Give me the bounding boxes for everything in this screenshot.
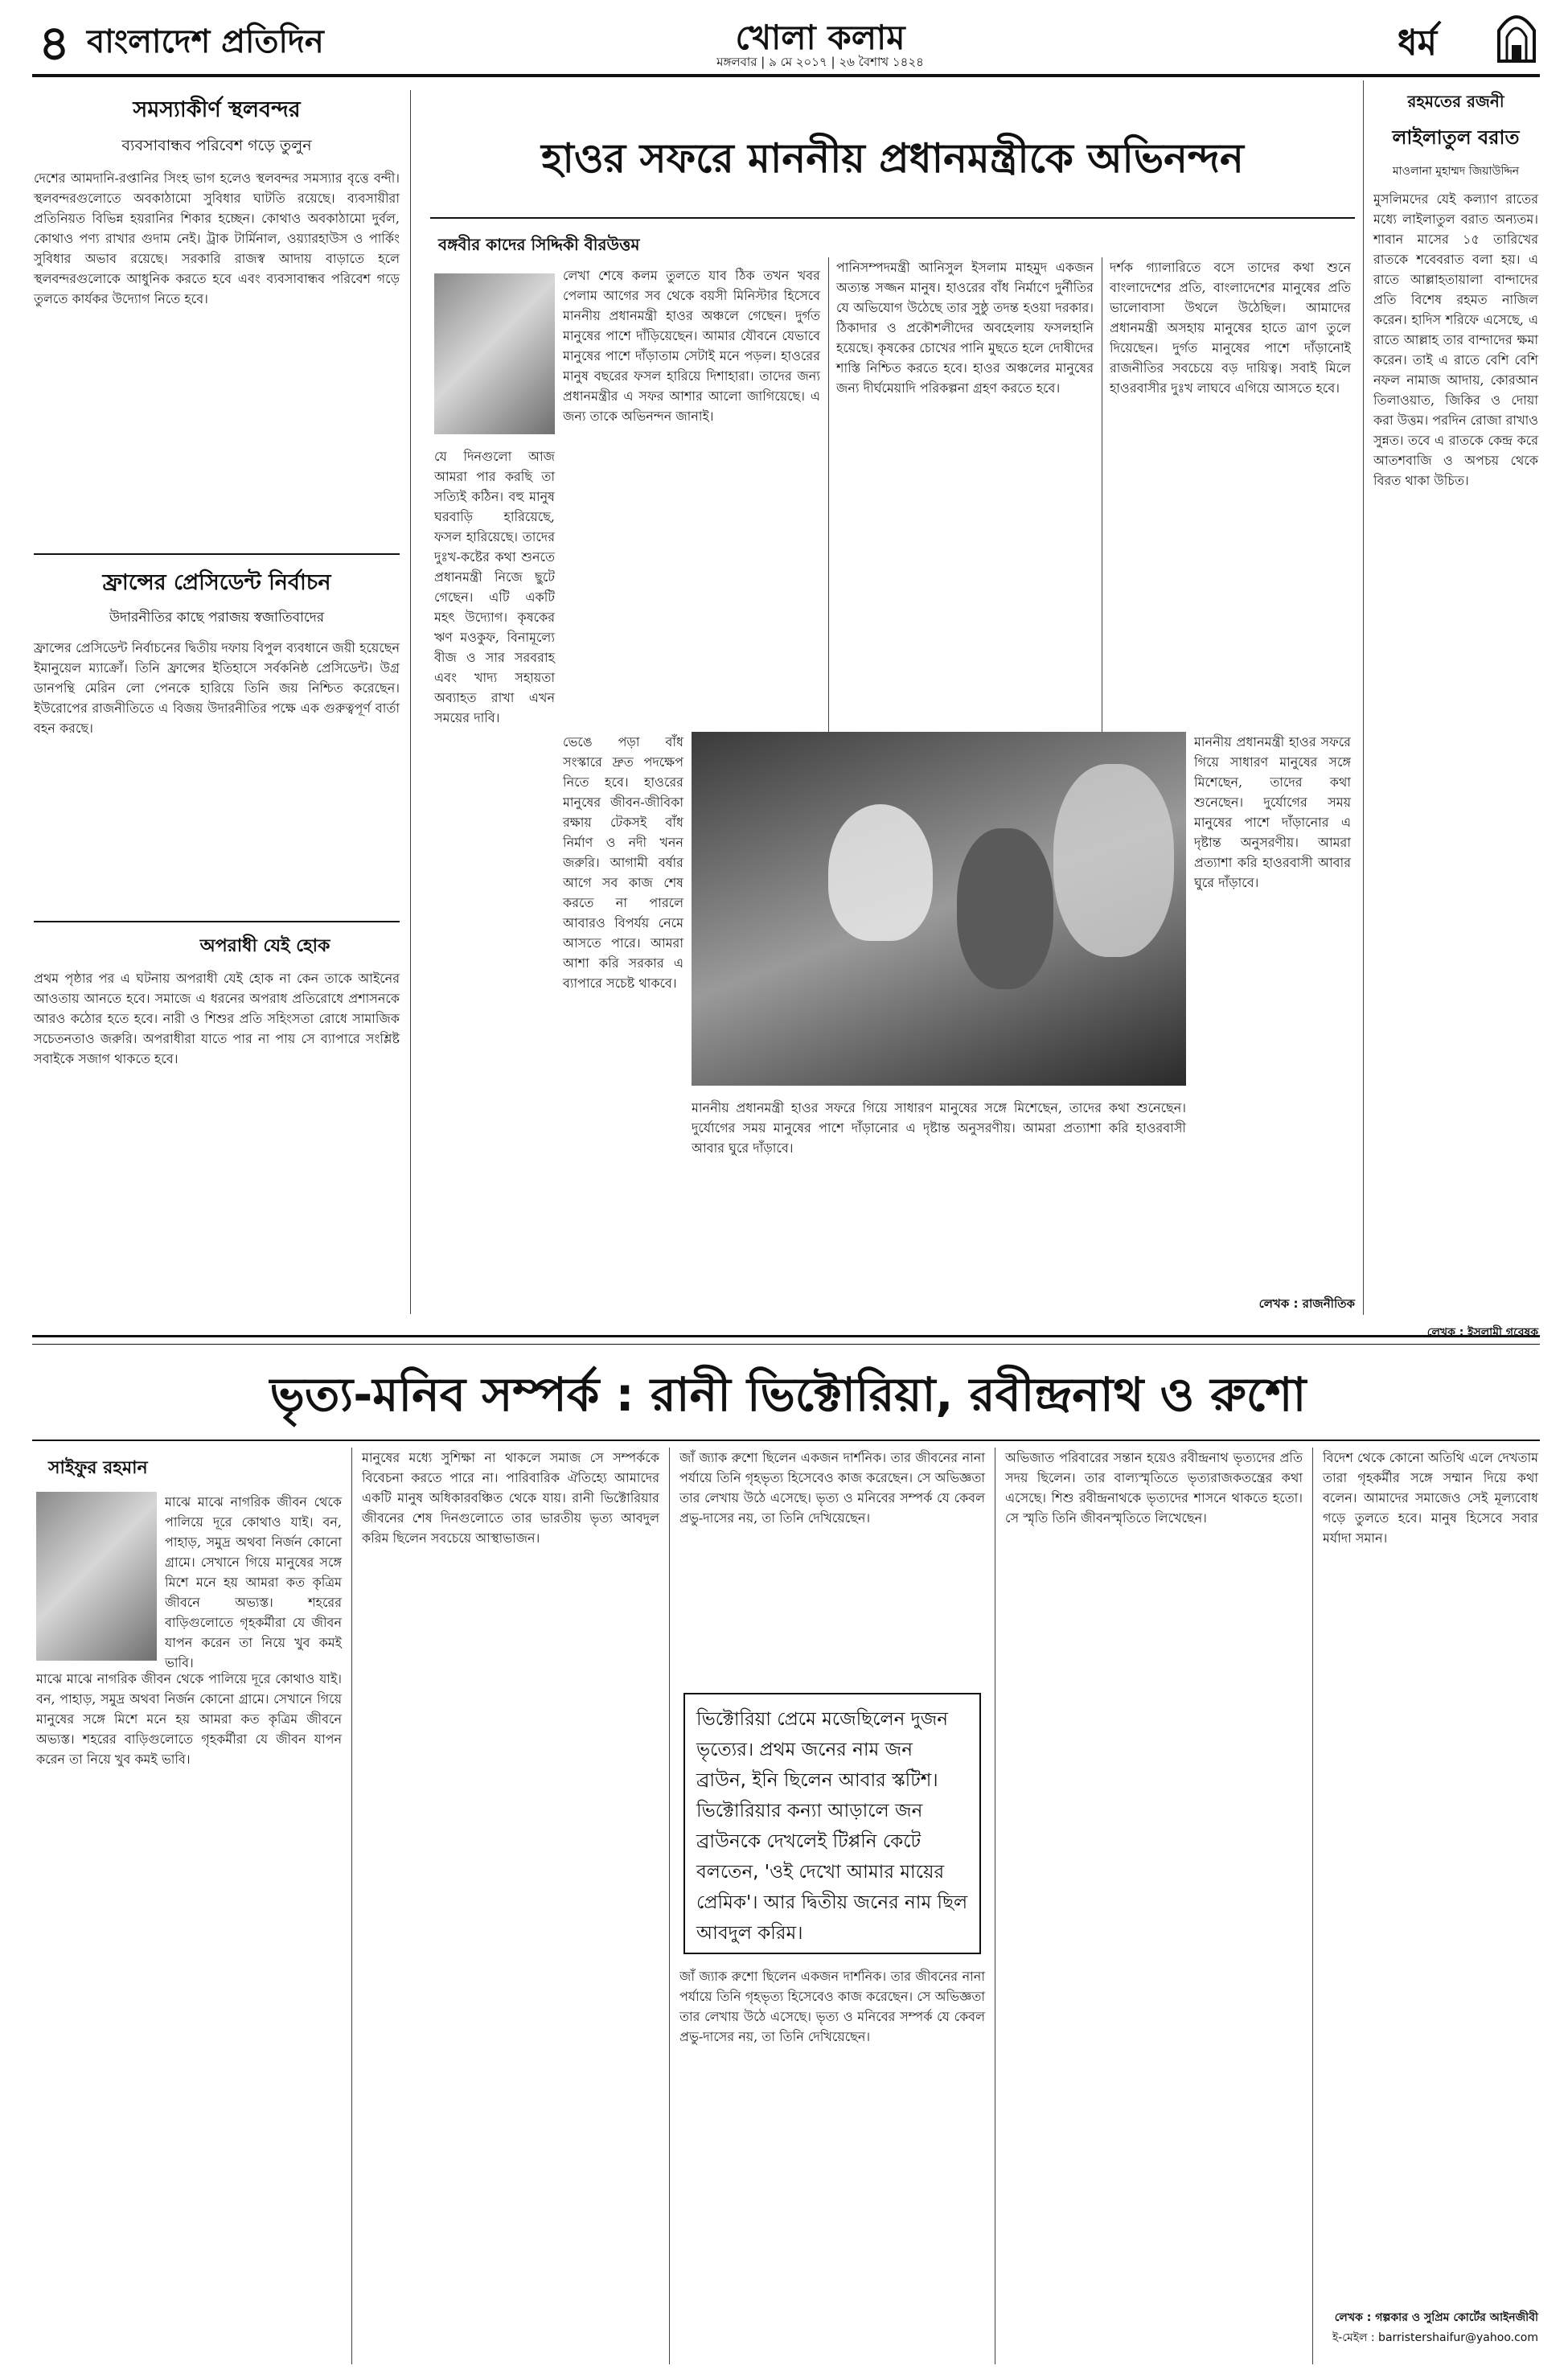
author-photo-kader-siddique [434, 273, 555, 434]
bottom-col3-bottom: জাঁ জ্যাক রুশো ছিলেন একজন দার্শনিক। তার জীবনের নানা পর্যায়ে তিনি গৃহভৃত্য হিসেবেও কাজ করেছেন। সে অভিজ্ঞতা তার লেখায় উঠে এসেছে। ভৃত্য ও মনিবের সম্পর্ক যে কেবল প্রভু-দাসের নয়, তা তিনি দেখিয়েছেন। [679, 1969, 985, 2044]
religion-body: মুসলিমদের যেই কল্যাণ রাতের মধ্যে লাইলাতুল বরাত অন্যতম। শাবান মাসের ১৫ তারিখের রাতকে শবেবরাত বলা হয়। এ রাতে আল্লাহতায়ালা বান্দাদের প্রতি বিশেষ রহমত নাজিল করেন। হাদিস শরিফে এসেছে, এ রাতে আল্লাহ তার বান্দাদের ক্ষমা করেন। তাই এ রাতে বেশি বেশি নফল নামাজ আদায়, কোরআন তিলাওয়াত, জিকির ও দোয়া করা উত্তম। পরদিন রোজা রাখাও সুন্নত। তবে এ রাতকে কেন্দ্র করে আতশবাজি ও অপচয় থেকে বিরত থাকা উচিত। [1373, 191, 1538, 488]
mosque-icon [1494, 6, 1539, 63]
headline-rule [430, 217, 1355, 219]
main-author-note: লেখক : রাজনীতিক [1258, 1296, 1355, 1311]
article-body-france: ফ্রান্সের প্রেসিডেন্ট নির্বাচনের দ্বিতীয় দফায় বিপুল ব্যবধানে জয়ী হয়েছেন ইমানুয়েল ম্যাক্রোঁ। তিনি ফ্রান্সের ইতিহাসে সর্বকনিষ্ঠ প্রেসিডেন্ট। উগ্র ডানপন্থি মেরিন লো পেনকে হারিয়ে তিনি জয় নিশ্চিত করেছেন। ইউরোপের রাজনীতিতে এ বিজয় উদারনীতির পক্ষে এক গুরুত্বপূর্ণ বার্তা বহন করছে। [34, 640, 400, 736]
main-article-lower-col3: মাননীয় প্রধানমন্ত্রী হাওর সফরে গিয়ে সাধারণ মানুষের সঙ্গে মিশেছেন, তাদের কথা শুনেছেন। দুর্যোগের সময় মানুষের পাশে দাঁড়ানোর এ দৃষ্টান্ত অনুসরণীয়। আমরা প্রত্যাশা করি হাওরবাসী আবার ঘুরে দাঁড়াবে। [692, 1100, 1186, 1156]
center-divider-1 [828, 257, 829, 732]
date-line: মঙ্গলবার | ৯ মে ২০১৭ | ২৬ বৈশাখ ১৪২৪ [716, 55, 924, 69]
left-column [34, 90, 400, 1312]
article-subtitle-land-port: ব্যবসাবান্ধব পরিবেশ গড়ে তুলুন [121, 137, 312, 154]
masthead-rule [32, 74, 1540, 77]
bottom-headline-rule [32, 1440, 1540, 1441]
article-title-france: ফ্রান্সের প্রেসিডেন্ট নির্বাচন [102, 570, 331, 595]
article-body-land-port: দেশের আমদানি-রপ্তানির সিংহ ভাগ হলেও স্থলবন্দর সমস্যার বৃত্তে বন্দী। স্থলবন্দরগুলোতে অবকাঠামো সুবিধার ঘাটতি রয়েছে। ব্যবসায়ীরা প্রতিনিয়ত বিভিন্ন হয়রানির শিকার হচ্ছেন। কোথাও অবকাঠামো দুর্বল, কোথাও পণ্য রাখার গুদাম নেই। ট্রাক টার্মিনাল, ওয়্যারহাউস ও পার্কিং সুবিধার অভাব রয়েছে। সরকারি রাজস্ব আদায় বাড়াতে হলে স্থলবন্দরগুলোকে আধুনিক করতে হবে এবং ব্যবসাবান্ধব পরিবেশ গড়ে তুলতে কার্যকর উদ্যোগ নিতে হবে। [34, 170, 400, 306]
right-column [1373, 90, 1538, 1339]
bottom-col3-top: জাঁ জ্যাক রুশো ছিলেন একজন দার্শনিক। তার জীবনের নানা পর্যায়ে তিনি গৃহভৃত্য হিসেবেও কাজ করেছেন। সে অভিজ্ঞতা তার লেখায় উঠে এসেছে। ভৃত্য ও মনিবের সম্পর্ক যে কেবল প্রভু-দাসের নয়, তা তিনি দেখিয়েছেন। [679, 1450, 985, 1526]
main-article-left-lower: যে দিনগুলো আজ আমরা পার করছি তা সত্যিই কঠিন। বহু মানুষ ঘরবাড়ি হারিয়েছে, ফসল হারিয়েছে। তাদের দুঃখ-কষ্টের কথা শুনতে প্রধানমন্ত্রী নিজে ছুটে গেছেন। এটি একটি মহৎ উদ্যোগ। কৃষকের ঋণ মওকুফ, বিনামূল্যে বীজ ও সার সরবরাহ এবং খাদ্য সহায়তা অব্যাহত রাখা এখন সময়ের দাবি। [434, 449, 555, 725]
article-title-land-port: সমস্যাকীর্ণ স্থলবন্দর [133, 97, 301, 122]
article-subtitle-france: উদারনীতির কাছে পরাজয় স্বজাতিবাদের [109, 610, 325, 626]
main-headline: হাওর সফরে মাননীয় প্রধানমন্ত্রীকে অভিনন্দন [541, 135, 1244, 182]
bottom-author-note: লেখক : গল্পকার ও সুপ্রিম কোর্টের আইনজীবী [1334, 2311, 1538, 2324]
left-col-divider [410, 90, 411, 1314]
pull-quote-text: ভিক্টোরিয়া প্রেমে মজেছিলেন দুজন ভৃত্যের। প্রথম জনের নাম জন ব্রাউন, ইনি ছিলেন আবার স্কটিশ। ভিক্টোরিয়ার কন্যা আড়ালে জন ব্রাউনকে দেখলেই টিপ্পনি কেটে বলতেন, 'ওই দেখো আমার মায়ের প্রেমিক'। আর দ্বিতীয় জনের নাম ছিল আবদুল করিম। [696, 1709, 968, 1944]
bottom-divider-2 [669, 1448, 670, 2364]
bottom-col4: অভিজাত পরিবারের সন্তান হয়েও রবীন্দ্রনাথ ভৃত্যদের প্রতি সদয় ছিলেন। তার বাল্যস্মৃতিতে ভৃত্যরাজকতন্ত্রের কথা এসেছে। শিশু রবীন্দ্রনাথকে ভৃত্যদের শাসনে থাকতে হতো। সে স্মৃতি তিনি জীবনস্মৃতিতে লিখেছেন। [1005, 1450, 1303, 1526]
religion-title: লাইলাতুল বরাত [1392, 126, 1520, 149]
religion-author-note: লেখক : ইসলামী গবেষক [1426, 1326, 1538, 1339]
main-article-lower-col4: মাননীয় প্রধানমন্ত্রী হাওর সফরে গিয়ে সাধারণ মানুষের সঙ্গে মিশেছেন, তাদের কথা শুনেছেন। দুর্যোগের সময় মানুষের পাশে দাঁড়ানোর এ দৃষ্টান্ত অনুসরণীয়। আমরা প্রত্যাশা করি হাওরবাসী আবার ঘুরে দাঁড়াবে। [1194, 734, 1351, 890]
article-title-criminal: অপরাধী যেই হোক [199, 936, 330, 956]
right-section-title: ধর্ম [1398, 23, 1438, 64]
bottom-byline: সাইফুর রহমান [48, 1458, 148, 1478]
bottom-col5: বিদেশ থেকে কোনো অতিথি এলে দেখতাম তারা গৃহকর্মীর সঙ্গে সম্মান দিয়ে কথা বলেন। আমাদের সমাজেও সেই মূল্যবোধ গড়ে তুলতে হবে। মানুষ হিসেবে সবার মর্যাদা সমান। [1323, 1450, 1538, 1546]
author-photo-saifur-rahman [36, 1492, 157, 1661]
religion-kicker: রহমতের রজনী [1407, 92, 1504, 111]
bottom-divider-4 [1312, 1448, 1313, 2364]
paper-name: বাংলাদেশ প্রতিদিন [87, 23, 324, 60]
masthead [0, 0, 1568, 80]
religion-author: মাওলানা মুহাম্মদ জিয়াউদ্দিন [1392, 165, 1520, 178]
photo-pm-hawor-visit [692, 732, 1186, 1086]
article-body-criminal: প্রথম পৃষ্ঠার পর এ ঘটনায় অপরাধী যেই হোক না কেন তাকে আইনের আওতায় আনতে হবে। সমাজে এ ধরনের অপরাধ প্রতিরোধে প্রশাসনকে আরও কঠোর হতে হবে। নারী ও শিশুর প্রতি সহিংসতা রোধে সামাজিক সচেতনতাও জরুরি। অপরাধীরা যাতে পার না পায় সে ব্যাপারে সংশ্লিষ্ট সবাইকে সজাগ থাকতে হবে। [34, 971, 400, 1066]
main-byline: বঙ্গবীর কাদের সিদ্দিকী বীরউত্তম [438, 235, 640, 254]
bottom-divider-1 [351, 1448, 352, 2364]
bottom-col1-top: মাঝে মাঝে নাগরিক জীবন থেকে পালিয়ে দূরে কোথাও যাই। বন, পাহাড়, সমুদ্র অথবা নির্জন কোনো গ্রামে। সেখানে গিয়ে মানুষের সঙ্গে মিশে মনে হয় আমরা কত কৃত্রিম জীবনে অভ্যস্ত। শহরের বাড়িগুলোতে গৃহকর্মীরা যে জীবন যাপন করেন তা নিয়ে খুব কমই ভাবি। [165, 1494, 342, 1670]
main-article-col1: লেখা শেষে কলম তুলতে যাব ঠিক তখন খবর পেলাম আগের সব থেকে বয়সী মিনিস্টার হিসেবে মাননীয় প্রধানমন্ত্রী হাওর অঞ্চলে গেছেন। দুর্গত মানুষের পাশে দাঁড়িয়েছেন। আমার যৌবনে যেভাবে মানুষের পাশে দাঁড়াতাম সেটাই মনে পড়ল। হাওরের মানুষ বছরের ফসল হারিয়ে দিশাহারা। তাদের জন্য প্রধানমন্ত্রীর এ সফর আশার আলো জাগিয়েছে। এ জন্য তাকে অভিনন্দন জানাই। [563, 268, 820, 424]
bottom-col2: মানুষের মধ্যে সুশিক্ষা না থাকলে সমাজ সে সম্পর্ককে বিবেচনা করতে পারে না। পারিবারিক ঐতিহ্যে আমাদের একটি মানুষ অধিকারবঞ্চিত থেকে যায়। রানী ভিক্টোরিয়ার জীবনের শেষ দিনগুলোতে তার ভারতীয় ভৃত্য আবদুল করিম ছিলেন সবচেয়ে আস্থাভাজন। [362, 1450, 659, 1546]
section-divider [32, 1335, 1540, 1345]
bottom-headline: ভৃত্য-মনিব সম্পর্ক : রানী ভিক্টোরিয়া, রবীন্দ্রনাথ ও রুশো [269, 1367, 1307, 1422]
main-article-col2: পানিসম্পদমন্ত্রী আনিসুল ইসলাম মাহমুদ একজন অত্যন্ত সজ্জন মানুষ। হাওরের বাঁধ নির্মাণে দুর্নীতির যে অভিযোগ উঠেছে তার সুষ্ঠু তদন্ত হওয়া দরকার। ঠিকাদার ও প্রকৌশলীদের অবহেলায় ফসলহানি হয়েছে। কৃষকের চোখের পানি মুছতে হলে দোষীদের শাস্তি নিশ্চিত করতে হবে। হাওর অঞ্চলের মানুষের জন্য দীর্ঘমেয়াদি পরিকল্পনা গ্রহণ করতে হবে। [836, 260, 1094, 396]
page-number: ৪ [39, 15, 70, 72]
main-article-lower-col2: ভেঙে পড়া বাঁধ সংস্কারে দ্রুত পদক্ষেপ নিতে হবে। হাওরের মানুষের জীবন-জীবিকা রক্ষায় টেকসই বাঁধ নির্মাণ ও নদী খনন জরুরি। আগামী বর্ষার আগে সব কাজ শেষ করতে না পারলে আবারও বিপর্যয় নেমে আসতে পারে। আমরা আশা করি সরকার এ ব্যাপারে সচেষ্ট থাকবে। [563, 734, 683, 991]
main-article-col3: দর্শক গ্যালারিতে বসে তাদের কথা শুনে বাংলাদেশের প্রতি, বাংলাদেশের মানুষের প্রতি ভালোবাসা উথলে উঠেছিল। আমাদের প্রধানমন্ত্রী অসহায় মানুষের হাতে ত্রাণ তুলে দিয়েছেন। দুর্গত মানুষের পাশে দাঁড়ানোই রাজনীতির সবচেয়ে বড় দায়িত্ব। সবাই মিলে হাওরবাসীর দুঃখ লাঘবে এগিয়ে আসতে হবে। [1110, 260, 1351, 396]
right-col-divider [1363, 80, 1364, 1315]
bottom-author-email[interactable]: ই-মেইল : barristershaifur@yahoo.com [1332, 2331, 1538, 2344]
bottom-col1: মাঝে মাঝে নাগরিক জীবন থেকে পালিয়ে দূরে কোথাও যাই। বন, পাহাড়, সমুদ্র অথবা নির্জন কোনো গ্রামে। সেখানে গিয়ে মানুষের সঙ্গে মিশে মনে হয় আমরা কত কৃত্রিম জীবনে অভ্যস্ত। শহরের বাড়িগুলোতে গৃহকর্মীরা যে জীবন যাপন করেন তা নিয়ে খুব কমই ভাবি। [36, 1671, 342, 1767]
section-title: খোলা কলাম [735, 18, 905, 57]
pull-quote-box [683, 1693, 981, 1954]
